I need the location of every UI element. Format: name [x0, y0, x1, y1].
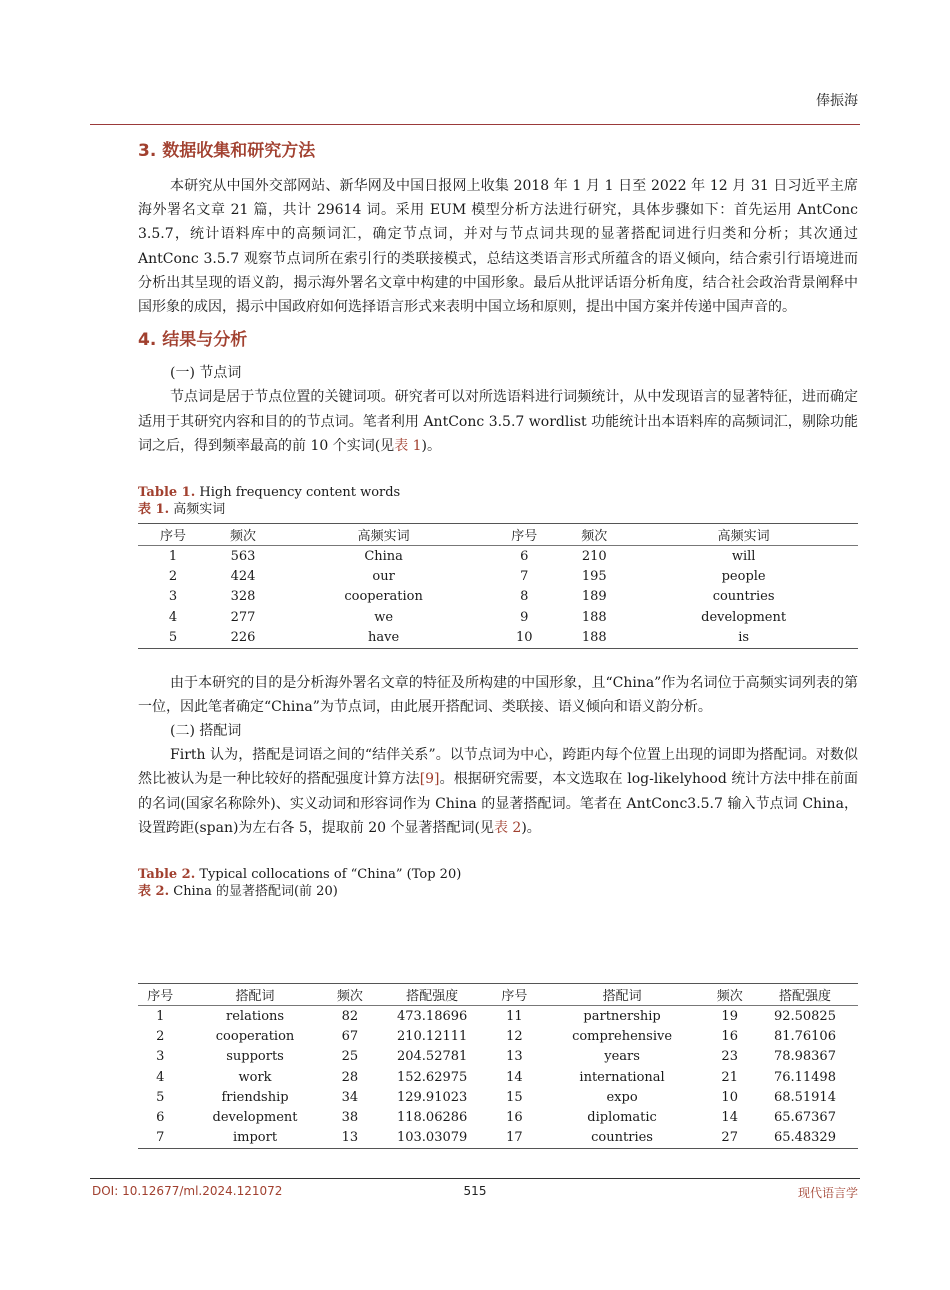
table-1-header: 频次 [559, 524, 629, 546]
table-cell: 7 [520, 568, 529, 584]
table-cell: 195 [581, 568, 607, 584]
collocation-text-mid: 。根据研究需要，本文选取在 log-likelyhood 统计方法中排在前面的名词(国家名称除外)、实义动词和形容词作为 China 的显著搭配词。笔者在 AntConc3.5.7 输入节点词 China，设置跨距(span)为左右各 5，提取前 20 个显著搭配词(见 [138, 771, 858, 836]
table-row [138, 1128, 858, 1149]
node-word-text-end: )。 [421, 437, 442, 454]
section-3-title: 3. 数据收集和研究方法 [138, 141, 316, 161]
table-cell: 23 [721, 1049, 738, 1065]
table-cell: work [238, 1069, 272, 1085]
table-cell: 38 [341, 1110, 359, 1126]
table-cell: 6 [156, 1110, 165, 1126]
table-cell: 129.91023 [396, 1089, 468, 1105]
table-cell: 11 [506, 1008, 523, 1024]
running-head: 俸振海 [816, 93, 858, 109]
table-1-header: 频次 [208, 524, 278, 546]
table-cell: cooperation [215, 1028, 295, 1044]
table-cell: have [278, 627, 489, 648]
table-cell: 204.52781 [396, 1049, 468, 1065]
table-cell: 188 [581, 609, 607, 625]
table-cell: 424 [230, 568, 256, 584]
table-cell: development [701, 609, 787, 625]
table-cell: 10 [489, 627, 559, 648]
table-cell: import [182, 1128, 327, 1149]
table-row [138, 1026, 858, 1046]
table-cell: 473.18696 [396, 1008, 468, 1024]
table-cell: 2 [156, 1028, 165, 1044]
table-1-label-en: Table 1. [138, 485, 196, 501]
table-2-header: 频次 [328, 984, 372, 1006]
table-cell: 14 [506, 1069, 523, 1085]
table-cell: 65.48329 [752, 1128, 858, 1149]
table-2-label-en: Table 2. [138, 866, 196, 882]
table-cell: 563 [230, 548, 256, 564]
table-1-label-zh: 表 1. [138, 502, 170, 518]
table-2-grid [138, 983, 858, 1149]
table-cell: 65.67367 [773, 1110, 836, 1126]
table-cell: 4 [168, 609, 178, 625]
page-number: 515 [463, 1184, 487, 1198]
table-row [138, 1107, 858, 1127]
node-word-text: 节点词是居于节点位置的关键词项。研究者可以对所选语料进行词频统计，从中发现语言的显著特征，进而确定适用于其研究内容和目的的节点词。笔者利用 AntConc 3.5.7 wordlist 功能统计出本语料库的高频词汇，剔除功能词之后，得到频率最高的前 10 个实词(见 [138, 389, 858, 454]
node-word-rationale-paragraph: 由于本研究的目的是分析海外署名文章的特征及所构建的中国形象，且“China”作为名词位于高频实词列表的第一位，因此笔者确定“China”为节点词，由此展开搭配词、类联接、语义倾向和语义韵分析。 [138, 674, 858, 715]
main-content [138, 138, 858, 905]
table-cell: 12 [506, 1028, 523, 1044]
table-cell: 5 [156, 1089, 165, 1105]
table-cell: 17 [492, 1128, 536, 1149]
table-cell: friendship [221, 1089, 289, 1105]
table-row [138, 587, 858, 607]
journal-name: 现代语言学 [797, 1186, 858, 1200]
table-cell: 210 [581, 548, 607, 564]
table-cell: China [364, 548, 403, 564]
table-cell: 25 [341, 1049, 359, 1065]
table-cell: international [579, 1069, 665, 1085]
table-cell: 8 [520, 589, 529, 605]
table-cell: expo [606, 1089, 638, 1105]
table-cell: is [629, 627, 858, 648]
header-rule [90, 124, 860, 125]
collocation-text: Firth 认为，搭配是词语之间的“结伴关系”。以节点词为中心，跨距内每个位置上出现的词即为搭配词。对数似然比被认为是一种比较好的搭配强度计算方法 [138, 747, 858, 788]
table-cell: 16 [506, 1110, 523, 1126]
node-word-paragraph [138, 385, 858, 458]
table-cell: 16 [721, 1028, 738, 1044]
table-cell: 1 [156, 1008, 165, 1024]
table-2-caption-en-text: Typical collocations of “China” (Top 20) [195, 866, 462, 882]
table-cell: 78.98367 [773, 1049, 836, 1065]
table-2-wrapper [138, 983, 858, 1149]
table-cell: we [374, 609, 394, 625]
table-2-header-row [138, 984, 858, 1006]
table-cell: 68.51914 [773, 1089, 836, 1105]
table-cell: cooperation [344, 589, 423, 605]
table-cell: 6 [520, 548, 529, 564]
table-cell: 2 [168, 568, 178, 584]
table-cell: 67 [341, 1028, 359, 1044]
table-cell: 188 [559, 627, 629, 648]
table-1-caption-en-text: High frequency content words [195, 485, 401, 501]
section-4-title: 4. 结果与分析 [138, 330, 248, 351]
table-row [138, 566, 858, 586]
table-cell: 118.06286 [396, 1110, 468, 1126]
table-1 [138, 484, 858, 648]
table-cell: diplomatic [587, 1110, 657, 1126]
table-cell: comprehensive [572, 1028, 673, 1044]
table-2-label-zh: 表 2. [138, 883, 170, 899]
table-cell: 226 [208, 627, 278, 648]
table-cell: 277 [230, 609, 256, 625]
table-cell: relations [226, 1008, 285, 1024]
table-cell: 5 [138, 627, 208, 648]
table-cell: 76.11498 [773, 1069, 836, 1085]
table-row [138, 546, 858, 567]
subsection-collocation-title: (二) 搭配词 [170, 722, 242, 739]
table-cell: people [721, 568, 766, 584]
table-row [138, 1087, 858, 1107]
table-1-header: 序号 [489, 524, 559, 546]
table-cell: will [731, 548, 756, 564]
collocation-text-end: )。 [521, 819, 541, 836]
table-cell: 3 [168, 589, 178, 605]
table-cell: 15 [506, 1089, 523, 1105]
table-2-header: 搭配词 [537, 984, 708, 1006]
table-row [138, 1006, 858, 1027]
table-1-caption-zh-text: 高频实词 [169, 502, 226, 518]
doi-link[interactable]: DOI: 10.12677/ml.2024.121072 [92, 1184, 283, 1198]
table-cell: partnership [583, 1008, 661, 1024]
table-2-caption-zh-text: China 的显著搭配词(前 20) [169, 883, 338, 899]
table-cell: 7 [138, 1128, 182, 1149]
table-2-header: 搭配词 [182, 984, 327, 1006]
table-cell: 103.03079 [372, 1128, 492, 1149]
table-1-grid [138, 523, 858, 648]
table-2-header: 搭配强度 [372, 984, 492, 1006]
table-cell: 152.62975 [396, 1069, 468, 1085]
table-cell: years [604, 1049, 640, 1065]
subsection-node-word-title: (一) 节点词 [170, 365, 242, 382]
table-cell: 28 [341, 1069, 359, 1085]
table-2-caption-en [138, 866, 858, 883]
table-2-header: 频次 [707, 984, 751, 1006]
table-row [138, 607, 858, 627]
table-cell: 13 [328, 1128, 372, 1149]
table-cell: 14 [721, 1110, 738, 1126]
table-1-caption-en [138, 484, 858, 501]
collocation-paragraph [138, 743, 858, 840]
table-1-link[interactable]: 表 1 [394, 437, 422, 454]
table-1-header: 高频实词 [278, 524, 489, 546]
table-cell: 328 [230, 589, 256, 605]
table-2-link[interactable]: 表 2 [493, 819, 522, 836]
section-3-paragraph: 本研究从中国外交部网站、新华网及中国日报网上收集 2018 年 1 月 1 日至 2022 年 12 月 31 日习近平主席海外署名文章 21 篇，共计 29614 词。采用 EUM 模型分析方法进行研究，具体步骤如下：首先运用 AntConc 3.5.7，统计语料库中的高频词汇，确定节点词，并对与节点词共现的显著搭配词进行归类和分析；其次通过 AntConc 3.5.7 观察节点词所在索引行的类联接模式，总结这类语言形式所蕴含的语义倾向，结合索引行语境进而分析出其呈现的语义韵，揭示海外署名文章中构建的中国形象。最后从批评话语分析角度，结合社会政治背景阐释中国形象的成因，揭示中国政府如何选择语言形式来表明中国立场和原则，提出中国方案并传递中国声音的。 [138, 178, 858, 316]
table-cell: supports [226, 1049, 284, 1065]
table-2-header: 序号 [492, 984, 536, 1006]
table-cell: 27 [707, 1128, 751, 1149]
table-cell: 189 [581, 589, 607, 605]
table-1-header: 高频实词 [629, 524, 858, 546]
table-2-caption-zh [138, 883, 858, 900]
table-cell: 3 [156, 1049, 165, 1065]
table-cell: 210.12111 [396, 1028, 468, 1044]
table-cell: 1 [168, 548, 178, 564]
table-cell: 81.76106 [773, 1028, 836, 1044]
reference-9-link[interactable]: [9] [419, 771, 440, 788]
footer-rule [90, 1178, 860, 1179]
table-1-header: 序号 [138, 524, 208, 546]
table-cell: 13 [506, 1049, 523, 1065]
table-2-header: 搭配强度 [752, 984, 858, 1006]
table-1-caption-zh [138, 501, 858, 518]
table-cell: 10 [721, 1089, 738, 1105]
table-cell: 92.50825 [773, 1008, 836, 1024]
table-cell: 4 [156, 1069, 165, 1085]
table-1-header-row [138, 524, 858, 546]
table-cell: 19 [721, 1008, 738, 1024]
table-2 [138, 866, 858, 900]
table-2-header: 序号 [138, 984, 182, 1006]
table-cell: countries [537, 1128, 708, 1149]
table-row [138, 1067, 858, 1087]
table-cell: 34 [341, 1089, 359, 1105]
table-cell: our [372, 568, 395, 584]
table-cell: 21 [721, 1069, 738, 1085]
table-row [138, 1047, 858, 1067]
table-cell: development [212, 1110, 298, 1126]
table-cell: 9 [520, 609, 529, 625]
table-cell: countries [712, 589, 775, 605]
table-row [138, 627, 858, 648]
table-cell: 82 [341, 1008, 359, 1024]
